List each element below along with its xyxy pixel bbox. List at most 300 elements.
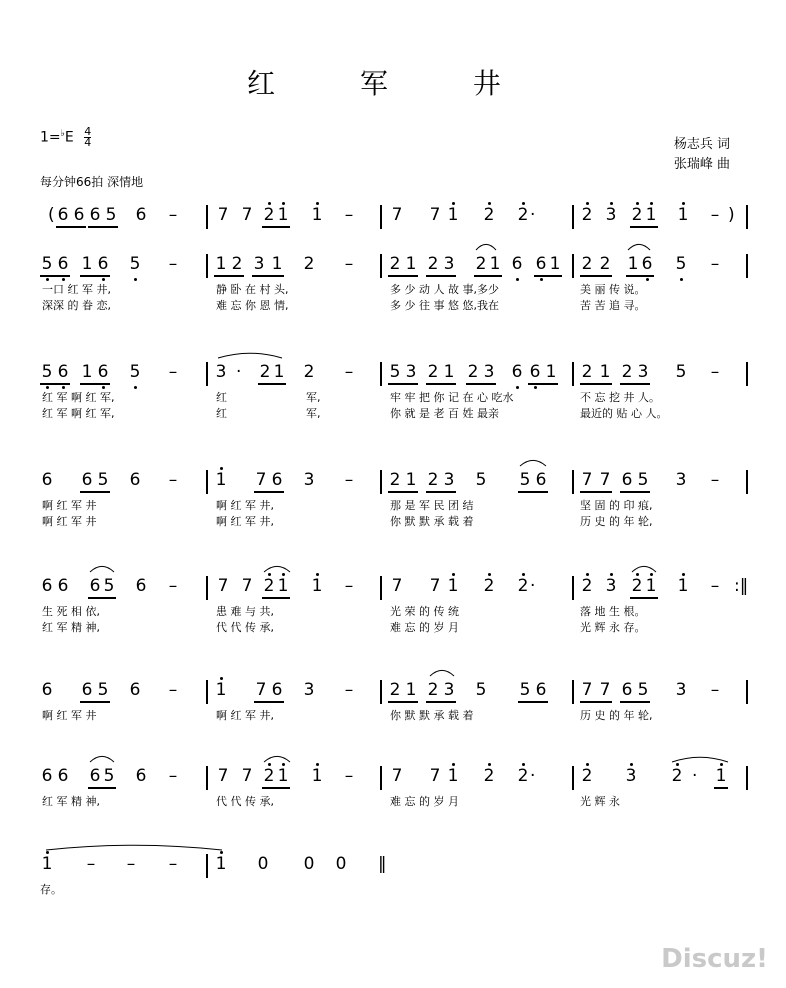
- octave-down-dot: [540, 278, 543, 281]
- note: 2: [427, 680, 439, 700]
- note: 3: [303, 470, 315, 490]
- underline-beam: [466, 383, 496, 385]
- note: 5: [97, 680, 109, 700]
- octave-up-dot: [636, 573, 639, 576]
- lyric-text: 军,: [306, 407, 321, 420]
- notation-symbol: ·: [530, 766, 536, 786]
- underline-beam: [80, 701, 110, 703]
- note: –: [344, 470, 354, 490]
- note: 3: [605, 205, 617, 225]
- underline-beam: [258, 383, 286, 385]
- underline-beam: [426, 275, 456, 277]
- note: 6: [621, 470, 633, 490]
- lyric-row: [0, 299, 786, 315]
- note: –: [710, 362, 720, 382]
- barline: [380, 680, 382, 704]
- tie-slur: [264, 566, 290, 572]
- lyric-text: 多 少 动 人 故 事,多少: [390, 283, 499, 296]
- lyric-text: 光 辉 永: [580, 795, 620, 808]
- octave-down-dot: [134, 386, 137, 389]
- underline-beam: [388, 275, 418, 277]
- barline: [206, 205, 208, 229]
- underline-beam: [40, 275, 70, 277]
- note: 1: [41, 854, 53, 874]
- note: 3: [605, 576, 617, 596]
- lyric-text: 历 史 的 年 轮,: [580, 515, 653, 528]
- note: 7: [255, 680, 267, 700]
- lyric-text: 光 辉 永 存。: [580, 621, 646, 634]
- octave-up-dot: [650, 202, 653, 205]
- note: 6: [73, 205, 85, 225]
- note: 6: [89, 576, 101, 596]
- tie-slur: [46, 845, 222, 850]
- note: –: [168, 470, 178, 490]
- note: 1: [405, 254, 417, 274]
- underline-beam: [80, 383, 110, 385]
- underline-beam: [388, 383, 418, 385]
- lyric-text: 落 地 生 根。: [580, 605, 646, 618]
- octave-up-dot: [316, 202, 319, 205]
- note: 2: [389, 254, 401, 274]
- note: 7: [391, 576, 403, 596]
- lyric-row: [0, 605, 786, 621]
- note: 3: [443, 680, 455, 700]
- note: 1: [215, 470, 227, 490]
- underline-beam: [518, 491, 548, 493]
- note: 3: [443, 470, 455, 490]
- barline: [380, 205, 382, 229]
- barline: [206, 766, 208, 790]
- note: 1: [215, 254, 227, 274]
- note: –: [168, 205, 178, 225]
- note: 0: [303, 854, 315, 874]
- notation-symbol: ·: [236, 362, 242, 382]
- note: –: [710, 205, 720, 225]
- note: 6: [41, 470, 53, 490]
- lyric-text: 你 默 默 承 载 着: [390, 515, 474, 528]
- note: 5: [675, 254, 687, 274]
- key-signature: [40, 127, 91, 148]
- lyric-text: 难 忘 的 岁 月: [390, 621, 459, 634]
- note: 6: [511, 254, 523, 274]
- note: 1: [405, 470, 417, 490]
- lyric-text: 最近的 贴 心 人。: [580, 407, 668, 420]
- underline-beam: [388, 491, 418, 493]
- note: 1: [311, 205, 323, 225]
- note: 3: [483, 362, 495, 382]
- tie-slur: [430, 670, 454, 676]
- time-top: 4: [84, 125, 92, 138]
- note: 2: [259, 362, 271, 382]
- note: 1: [447, 766, 459, 786]
- lyric-text: 你 默 默 承 载 着: [390, 709, 474, 722]
- underline-beam: [474, 275, 502, 277]
- octave-up-dot: [316, 573, 319, 576]
- note: 6: [81, 470, 93, 490]
- lyric-text: 红 军 精 神,: [42, 621, 100, 634]
- note: 1: [677, 576, 689, 596]
- note: 6: [129, 470, 141, 490]
- note-row: [0, 854, 786, 878]
- flat-sign: ♭: [60, 128, 65, 139]
- note: –: [168, 680, 178, 700]
- barline: [206, 470, 208, 494]
- octave-up-dot: [452, 573, 455, 576]
- note: 6: [621, 680, 633, 700]
- lyric-text: 美 丽 传 说。: [580, 283, 646, 296]
- octave-up-dot: [268, 763, 271, 766]
- octave-down-dot: [46, 278, 49, 281]
- note: 2: [517, 576, 529, 596]
- time-bottom: 4: [84, 136, 92, 149]
- barline: [206, 680, 208, 704]
- octave-up-dot: [676, 763, 679, 766]
- lyric-text: 红 军 精 神,: [42, 795, 100, 808]
- note: 2: [517, 766, 529, 786]
- underline-beam: [80, 275, 110, 277]
- note: 6: [535, 470, 547, 490]
- note: 2: [581, 254, 593, 274]
- composer-credit: 张瑞峰 曲: [673, 157, 730, 172]
- note: 0: [257, 854, 269, 874]
- note: 1: [277, 766, 289, 786]
- lyric-text: 难 忘 的 岁 月: [390, 795, 459, 808]
- note: 1: [549, 254, 561, 274]
- note-row: [0, 362, 786, 386]
- lyric-text: 军,: [306, 391, 321, 404]
- octave-up-dot: [586, 763, 589, 766]
- note: 6: [57, 362, 69, 382]
- note: 1: [627, 254, 639, 274]
- note: 5: [519, 680, 531, 700]
- octave-up-dot: [282, 763, 285, 766]
- note: 2: [427, 254, 439, 274]
- note: 2: [483, 576, 495, 596]
- octave-up-dot: [488, 573, 491, 576]
- note: 6: [529, 362, 541, 382]
- note: 5: [637, 680, 649, 700]
- note: 6: [271, 680, 283, 700]
- note: 1: [81, 254, 93, 274]
- lyric-text: 代 代 传 承,: [216, 621, 274, 634]
- tie-slur: [628, 244, 650, 250]
- octave-down-dot: [516, 386, 519, 389]
- octave-down-dot: [102, 278, 105, 281]
- note: 3: [625, 766, 637, 786]
- lyric-text: 静 卧 在 村 头,: [216, 283, 289, 296]
- octave-up-dot: [452, 763, 455, 766]
- note: 5: [103, 766, 115, 786]
- note: 1: [271, 254, 283, 274]
- note: 3: [637, 362, 649, 382]
- underline-beam: [252, 275, 284, 277]
- lyric-text: 坚 固 的 印 痕,: [580, 499, 653, 512]
- note: 3: [675, 470, 687, 490]
- note: 3: [215, 362, 227, 382]
- tie-slur: [90, 756, 114, 762]
- barline: [572, 576, 574, 600]
- note: 3: [303, 680, 315, 700]
- note: 6: [97, 254, 109, 274]
- watermark: Discuz!: [661, 944, 768, 974]
- underline-beam: [56, 226, 86, 228]
- note: 6: [41, 680, 53, 700]
- underline-beam: [630, 597, 658, 599]
- lyric-text: 患 难 与 共,: [216, 605, 274, 618]
- tempo-marking: 每分钟66拍 深情地: [40, 175, 144, 189]
- octave-up-dot: [522, 763, 525, 766]
- barline: [746, 254, 748, 278]
- note: 6: [135, 576, 147, 596]
- underline-beam: [426, 491, 456, 493]
- octave-up-dot: [316, 763, 319, 766]
- octave-down-dot: [680, 278, 683, 281]
- note: –: [344, 362, 354, 382]
- note: 6: [41, 576, 53, 596]
- barline: [206, 854, 208, 878]
- lyric-text: 啊 红 军 井: [42, 515, 97, 528]
- underline-beam: [580, 383, 612, 385]
- note: 7: [217, 576, 229, 596]
- note: 1: [677, 205, 689, 225]
- note: 1: [489, 254, 501, 274]
- note: 6: [57, 205, 69, 225]
- note: 7: [241, 205, 253, 225]
- underline-beam: [580, 275, 612, 277]
- note: 1: [715, 766, 727, 786]
- tie-slur: [264, 756, 290, 762]
- lyric-text: 红 军 啊 红 军,: [42, 407, 115, 420]
- note: 2: [467, 362, 479, 382]
- lyric-text: 红 军 啊 红 军,: [42, 391, 115, 404]
- barline: [572, 362, 574, 386]
- note: 2: [389, 680, 401, 700]
- octave-down-dot: [46, 386, 49, 389]
- note: 6: [535, 680, 547, 700]
- note: 6: [535, 254, 547, 274]
- note-row: [0, 576, 786, 600]
- barline: [746, 362, 748, 386]
- note: 7: [241, 576, 253, 596]
- lyric-row: [0, 499, 786, 515]
- octave-up-dot: [682, 573, 685, 576]
- octave-up-dot: [586, 202, 589, 205]
- note: 2: [475, 254, 487, 274]
- barline: [206, 254, 208, 278]
- note: 5: [41, 362, 53, 382]
- note: 5: [475, 680, 487, 700]
- underline-beam: [426, 383, 456, 385]
- note: 2: [621, 362, 633, 382]
- lyric-text: 你 就 是 老 百 姓 最亲: [390, 407, 499, 420]
- lyric-text: 一口 红 军 井,: [42, 283, 111, 296]
- lyric-text: 代 代 传 承,: [216, 795, 274, 808]
- note: 2: [581, 205, 593, 225]
- underline-beam: [388, 701, 418, 703]
- underline-beam: [88, 787, 116, 789]
- octave-up-dot: [682, 202, 685, 205]
- octave-down-dot: [62, 278, 65, 281]
- note: 6: [57, 766, 69, 786]
- note-row: [0, 680, 786, 704]
- underline-beam: [214, 275, 244, 277]
- note: 7: [429, 576, 441, 596]
- note: –: [168, 854, 178, 874]
- lyric-text: 不 忘 挖 井 人。: [580, 391, 660, 404]
- underline-beam: [254, 701, 284, 703]
- note: 2: [427, 362, 439, 382]
- note: 6: [57, 254, 69, 274]
- note: 1: [443, 362, 455, 382]
- note: 1: [215, 680, 227, 700]
- barline: [380, 576, 382, 600]
- octave-up-dot: [522, 202, 525, 205]
- note: –: [168, 576, 178, 596]
- lyric-row: [0, 515, 786, 531]
- note: 1: [215, 854, 227, 874]
- time-signature: [84, 127, 91, 148]
- barline: [746, 680, 748, 704]
- octave-down-dot: [134, 278, 137, 281]
- note: 7: [391, 205, 403, 225]
- underline-beam: [40, 383, 70, 385]
- lyric-text: 那 是 军 民 团 结: [390, 499, 474, 512]
- note: –: [168, 766, 178, 786]
- note: –: [168, 254, 178, 274]
- note: –: [710, 254, 720, 274]
- note: –: [344, 205, 354, 225]
- underline-beam: [580, 491, 612, 493]
- octave-up-dot: [282, 573, 285, 576]
- underline-beam: [262, 787, 290, 789]
- note: –: [710, 576, 720, 596]
- note: 6: [57, 576, 69, 596]
- note: 7: [255, 470, 267, 490]
- octave-up-dot: [488, 763, 491, 766]
- note: 1: [447, 205, 459, 225]
- note: –: [86, 854, 96, 874]
- note: 7: [429, 205, 441, 225]
- octave-down-dot: [534, 386, 537, 389]
- lyric-row: [0, 621, 786, 637]
- lyric-row: [0, 283, 786, 299]
- octave-up-dot: [452, 202, 455, 205]
- note: 5: [129, 362, 141, 382]
- key-tonic: E: [64, 129, 74, 146]
- note: 7: [599, 470, 611, 490]
- lyric-text: 啊 红 军 井,: [216, 499, 274, 512]
- lyric-text: 多 少 往 事 悠 悠,我在: [390, 299, 499, 312]
- underline-beam: [580, 701, 612, 703]
- note: 5: [637, 470, 649, 490]
- note: 0: [335, 854, 347, 874]
- underline-beam: [254, 491, 284, 493]
- octave-up-dot: [268, 202, 271, 205]
- lyric-text: 苦 苦 追 寻。: [580, 299, 646, 312]
- octave-up-dot: [220, 851, 223, 854]
- lyric-text: 生 死 相 依,: [42, 605, 100, 618]
- note: 6: [129, 680, 141, 700]
- key-prefix: 1=: [40, 129, 61, 146]
- note: 7: [241, 766, 253, 786]
- note: 5: [103, 576, 115, 596]
- lyric-text: 难 忘 你 恩 情,: [216, 299, 289, 312]
- note: 1: [311, 576, 323, 596]
- lyric-row: [0, 391, 786, 407]
- tie-slur: [218, 353, 282, 358]
- note-row: [0, 205, 786, 229]
- page-title: 红 军 井: [247, 67, 539, 100]
- note: 1: [545, 362, 557, 382]
- octave-up-dot: [220, 677, 223, 680]
- octave-up-dot: [636, 202, 639, 205]
- notation-symbol: :‖: [734, 576, 749, 596]
- underline-beam: [518, 701, 548, 703]
- note: 5: [97, 470, 109, 490]
- note: 2: [263, 576, 275, 596]
- tie-slur: [632, 566, 656, 572]
- barline: [746, 766, 748, 790]
- underline-beam: [88, 597, 116, 599]
- note: 2: [581, 766, 593, 786]
- note: 6: [641, 254, 653, 274]
- note: 5: [389, 362, 401, 382]
- underline-beam: [626, 275, 654, 277]
- note: 2: [303, 362, 315, 382]
- underline-beam: [620, 383, 650, 385]
- note: –: [126, 854, 136, 874]
- octave-down-dot: [646, 278, 649, 281]
- note: 2: [483, 766, 495, 786]
- notation-symbol: ·: [530, 205, 536, 225]
- note: 1: [599, 362, 611, 382]
- lyric-text: 红: [216, 407, 227, 420]
- underline-beam: [714, 787, 728, 789]
- lyric-text: 红: [216, 391, 227, 404]
- barline: [572, 254, 574, 278]
- tie-slur: [672, 757, 728, 762]
- octave-up-dot: [46, 851, 49, 854]
- note: 2: [263, 766, 275, 786]
- octave-up-dot: [586, 573, 589, 576]
- lyricist-credit: 杨志兵 词: [673, 137, 730, 152]
- octave-up-dot: [720, 763, 723, 766]
- note: 5: [129, 254, 141, 274]
- note: 7: [599, 680, 611, 700]
- lyric-row: [0, 883, 786, 899]
- note-row: [0, 766, 786, 790]
- barline: [746, 205, 748, 229]
- note: 7: [429, 766, 441, 786]
- lyric-row: [0, 709, 786, 725]
- note: 6: [135, 766, 147, 786]
- note: 6: [89, 766, 101, 786]
- notation-symbol: ·: [530, 576, 536, 596]
- note: –: [710, 470, 720, 490]
- note: 6: [271, 470, 283, 490]
- note: 2: [303, 254, 315, 274]
- note: 5: [519, 470, 531, 490]
- note: 1: [645, 576, 657, 596]
- notation-symbol: ·: [692, 766, 698, 786]
- barline: [206, 362, 208, 386]
- note: 7: [581, 470, 593, 490]
- note: 3: [253, 254, 265, 274]
- octave-down-dot: [62, 386, 65, 389]
- notation-symbol: (: [48, 205, 55, 225]
- octave-up-dot: [610, 573, 613, 576]
- tie-slur: [520, 460, 546, 466]
